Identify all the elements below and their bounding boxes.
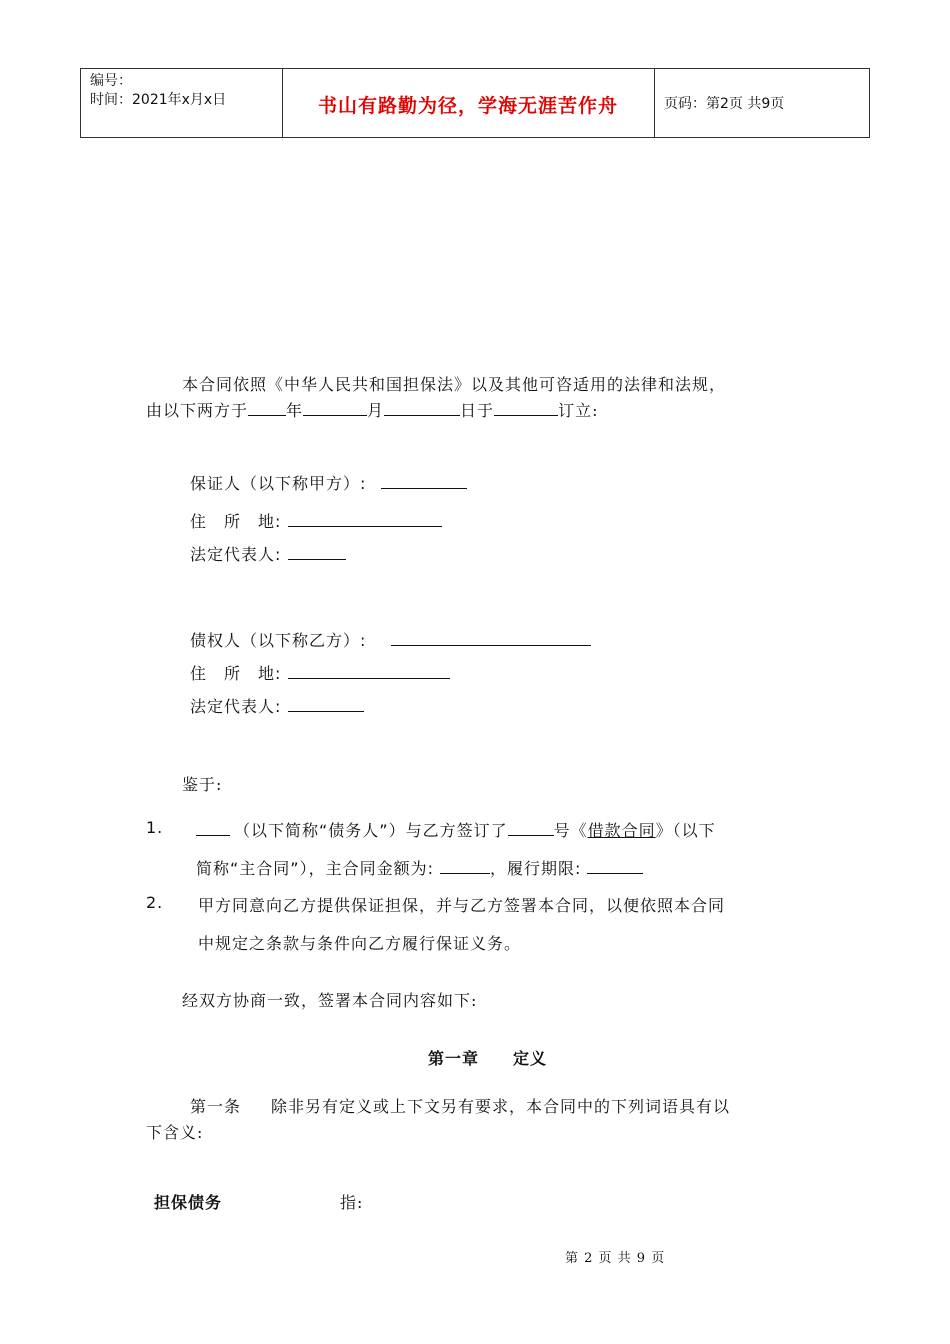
party-a-address-label: 住 所 地: (190, 512, 282, 531)
whereas-item-1-text-a: （以下简称“债务人”）与乙方签订了 (234, 821, 508, 840)
chapter-number: 第一章 (428, 1049, 480, 1068)
header-page-label: 页码：第2页 共9页 (664, 96, 785, 112)
amount-blank (440, 857, 490, 874)
party-b-rep (190, 694, 364, 717)
intro-day: 日于 (460, 401, 495, 420)
agreement-statement: 经双方协商一致，签署本合同内容如下: (182, 991, 478, 1010)
term-blank (587, 857, 643, 874)
party-a-name-blank (381, 472, 467, 489)
party-a-title-text: 保证人（以下称甲方）: (190, 474, 367, 493)
article-1-text: 除非另有定义或上下文另有要求，本合同中的下列词语具有以 (271, 1097, 731, 1116)
party-b-address-blank (288, 662, 450, 679)
header-divider (80, 69, 81, 137)
intro-suffix: 订立: (558, 401, 599, 420)
party-b-address-label: 住 所 地: (190, 664, 282, 683)
debtor-blank (196, 819, 230, 836)
year-blank (248, 399, 286, 416)
header-motto: 书山有路勤为径，学海无涯苦作舟 (317, 95, 618, 117)
place-blank (494, 399, 558, 416)
intro-line-1: 本合同依照《中华人民共和国担保法》以及其他可咨适用的法律和法规， (182, 375, 727, 394)
party-a-address-blank (288, 510, 442, 527)
page-footer: 第 2 页 共 9 页 (565, 1251, 666, 1266)
loan-contract-title: 借款合同 (587, 821, 656, 840)
chapter-title: 定义 (513, 1049, 548, 1068)
header-table (80, 68, 870, 138)
party-b-name-blank (391, 629, 591, 646)
party-a-rep-blank (288, 543, 346, 560)
whereas-item-1-term-label: ，履行期限: (489, 859, 582, 878)
whereas-item-1-text-b: 号《 (553, 821, 588, 840)
day-blank (384, 399, 460, 416)
whereas-item-1-number: 1. (146, 818, 164, 837)
article-1-line-2: 下含义: (146, 1123, 204, 1142)
chapter-heading (428, 1046, 547, 1069)
whereas-item-1-line-1 (196, 818, 716, 841)
whereas-item-2-line-1: 甲方同意向乙方提供保证担保，并与乙方签署本合同，以便依照本合同 (198, 896, 726, 915)
document-time-label: 时间：2021年x月x日 (90, 92, 227, 108)
party-a-rep (190, 542, 346, 565)
article-1-line-1 (190, 1094, 730, 1117)
whereas-item-1-line-2 (196, 856, 643, 879)
whereas-item-2-number: 2. (146, 893, 164, 912)
month-blank (303, 399, 367, 416)
header-meta (90, 72, 226, 110)
definition-term: 担保债务 (154, 1193, 223, 1212)
intro-prefix: 由以下两方于 (146, 401, 249, 420)
party-b-title (190, 628, 591, 651)
article-1-number: 第一条 (190, 1097, 242, 1116)
whereas-item-1-text-c: 》（以下 (655, 821, 716, 840)
intro-month: 月 (367, 401, 385, 420)
party-a-rep-label: 法定代表人: (190, 545, 282, 564)
whereas-item-1-amount-label: 简称“主合同”），主合同金额为: (196, 859, 434, 878)
document-number-label: 编号： (90, 73, 132, 89)
whereas-item-2-line-2: 中规定之条款与条件向乙方履行保证义务。 (198, 934, 522, 953)
party-a-title (190, 471, 467, 494)
whereas-label: 鉴于: (182, 775, 223, 794)
party-b-address (190, 661, 450, 684)
party-b-title-text: 债权人（以下称乙方）: (190, 631, 367, 650)
header-divider (654, 69, 655, 137)
definition-means: 指: (340, 1193, 364, 1212)
intro-year: 年 (286, 401, 304, 420)
header-divider (869, 69, 870, 137)
party-a-address (190, 509, 442, 532)
party-b-rep-label: 法定代表人: (190, 697, 282, 716)
intro-line-2 (146, 398, 598, 421)
contract-number-blank (508, 819, 554, 836)
party-b-rep-blank (288, 695, 364, 712)
